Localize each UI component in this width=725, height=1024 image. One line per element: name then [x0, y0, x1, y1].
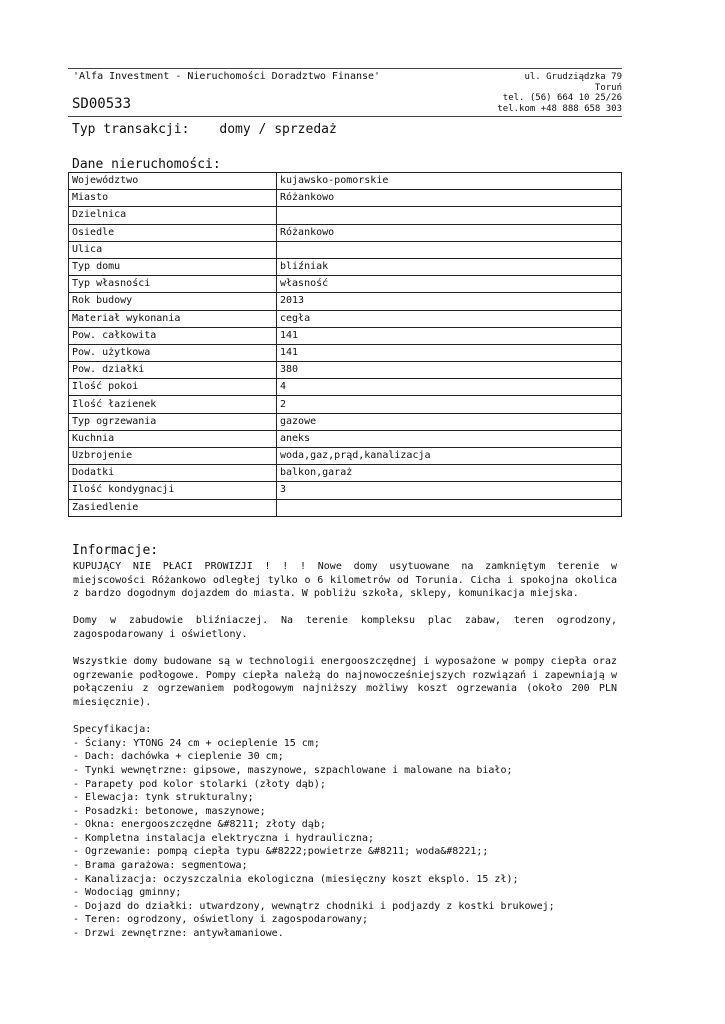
- spec-item: - Wodociąg gminny;: [73, 887, 182, 899]
- property-value: 3: [277, 482, 622, 499]
- spec-item: - Kompletna instalacja elektryczna i hydrauliczna;: [73, 832, 375, 844]
- property-row: [69, 310, 622, 327]
- property-title: Dane nieruchomości:: [72, 157, 221, 172]
- property-key: Uzbrojenie: [69, 448, 277, 465]
- property-key: Materiał wykonania: [69, 310, 277, 327]
- company-address: [497, 72, 622, 114]
- property-row: [69, 224, 622, 241]
- spec-item: - Teren: ogrodzony, oświetlony i zagospodarowany;: [73, 914, 369, 926]
- specification: [73, 723, 617, 941]
- property-row: [69, 173, 622, 190]
- spec-list: [73, 737, 617, 941]
- property-key: Ilość kondygnacji: [69, 482, 277, 499]
- property-row: [69, 465, 622, 482]
- property-row: [69, 430, 622, 447]
- property-row: [69, 499, 622, 516]
- property-key: Kuchnia: [69, 430, 277, 447]
- transaction-label: Typ transakcji:: [72, 122, 190, 137]
- property-value: 141: [277, 327, 622, 344]
- info-paragraph: KUPUJĄCY NIE PŁACI PROWIZJI ! ! ! Nowe domy usytuowane na zamkniętym terenie w miejscowości Różankowo odległej tylko o 6 kilometrów od Torunia. Cicha i spokojna okolica z bardzo dogodnym dojazdem do miasta. W pobliżu szkoła, sklepy, komunikacja miejska.: [73, 561, 617, 600]
- property-value: Różankowo: [277, 190, 622, 207]
- spec-item: - Posadzki: betonowe, maszynowe;: [73, 805, 266, 817]
- property-row: [69, 344, 622, 361]
- property-row: [69, 190, 622, 207]
- info-paragraph: Domy w zabudowie bliźniaczej. Na terenie kompleksu plac zabaw, teren ogrodzony, zagospodarowany i oświetlony.: [73, 615, 617, 640]
- spec-title: Specyfikacja:: [73, 724, 152, 736]
- spec-item: - Ściany: YTONG 24 cm + ocieplenie 15 cm;: [73, 737, 320, 749]
- spec-item: - Dach: dachówka + cieplenie 30 cm;: [73, 751, 284, 763]
- transaction-value: domy / sprzedaż: [219, 122, 337, 137]
- property-row: [69, 327, 622, 344]
- property-row: [69, 241, 622, 258]
- address-street: ul. Grudziądzka 79: [524, 72, 622, 82]
- property-value: 141: [277, 344, 622, 361]
- offer-code: SD00533: [72, 96, 132, 112]
- property-key: Osiedle: [69, 224, 277, 241]
- property-key: Rok budowy: [69, 293, 277, 310]
- property-key: Dodatki: [69, 465, 277, 482]
- property-value: 380: [277, 362, 622, 379]
- property-value: gazowe: [277, 413, 622, 430]
- spec-item: - Okna: energooszczędne &#8211; złoty dąb;: [73, 819, 326, 831]
- transaction-type: [72, 122, 337, 137]
- property-row: [69, 276, 622, 293]
- property-key: Województwo: [69, 173, 277, 190]
- property-value: [277, 499, 622, 516]
- property-value: 2: [277, 396, 622, 413]
- spec-item: - Brama garażowa: segmentowa;: [73, 860, 248, 872]
- property-value: woda,gaz,prąd,kanalizacja: [277, 448, 622, 465]
- property-table: [68, 172, 622, 517]
- spec-item: - Ogrzewanie: pompą ciepła typu &#8222;powietrze &#8211; woda&#8221;;: [73, 846, 489, 858]
- spec-item: - Kanalizacja: oczyszczalnia ekologiczna (miesięczny koszt eksplo. 15 zł);: [73, 873, 519, 885]
- property-key: Ilość łazienek: [69, 396, 277, 413]
- property-row: [69, 413, 622, 430]
- property-row: [69, 293, 622, 310]
- property-row: [69, 482, 622, 499]
- property-key: Pow. użytkowa: [69, 344, 277, 361]
- property-value: [277, 241, 622, 258]
- address-city: Toruń: [594, 82, 622, 93]
- property-key: Ilość pokoi: [69, 379, 277, 396]
- property-row: [69, 396, 622, 413]
- property-value: cegła: [277, 310, 622, 327]
- spec-item: - Drzwi zewnętrzne: antywłamaniowe.: [73, 928, 284, 940]
- property-value: 2013: [277, 293, 622, 310]
- info-paragraph: Wszystkie domy budowane są w technologii energooszczędnej i wyposażone w pompy ciepła oraz ogrzewanie podłogowe. Pompy ciepła należą do najnowocześniejszych rozwiązań i zapewniają w połączeniu z ogrzewaniem podłogowym najniższy możliwy koszt ogrzewania (około 200 PLN miesięcznie).: [73, 656, 617, 708]
- info-title: Informacje:: [72, 543, 159, 558]
- property-key: Dzielnica: [69, 207, 277, 224]
- spec-item: - Elewacja: tynk strukturalny;: [73, 792, 254, 804]
- property-value: [277, 207, 622, 224]
- address-mobile: tel.kom +48 888 658 303: [497, 103, 622, 114]
- spec-item: - Dojazd do działki: utwardzony, wewnątrz chodniki i podjazdy z kostki brukowej;: [73, 900, 555, 912]
- property-row: [69, 379, 622, 396]
- property-key: Ulica: [69, 241, 277, 258]
- property-key: Zasiedlenie: [69, 499, 277, 516]
- property-row: [69, 258, 622, 275]
- property-key: Miasto: [69, 190, 277, 207]
- property-value: 4: [277, 379, 622, 396]
- property-value: kujawsko-pomorskie: [277, 173, 622, 190]
- top-rule: [68, 68, 622, 69]
- property-row: [69, 362, 622, 379]
- property-key: Typ własności: [69, 276, 277, 293]
- property-value: aneks: [277, 430, 622, 447]
- property-key: Pow. działki: [69, 362, 277, 379]
- property-value: balkon,garaż: [277, 465, 622, 482]
- property-value: własność: [277, 276, 622, 293]
- property-row: [69, 448, 622, 465]
- company-name: 'Alfa Investment - Nieruchomości Doradztwo Finanse': [73, 71, 381, 82]
- info-body: [73, 560, 617, 941]
- property-key: Pow. całkowita: [69, 327, 277, 344]
- property-value: Różankowo: [277, 224, 622, 241]
- header-rule: [68, 116, 622, 117]
- property-row: [69, 207, 622, 224]
- property-key: Typ ogrzewania: [69, 413, 277, 430]
- spec-item: - Tynki wewnętrzne: gipsowe, maszynowe, szpachlowane i malowane na biało;: [73, 764, 513, 776]
- spec-item: - Parapety pod kolor stolarki (złoty dąb);: [73, 778, 326, 790]
- property-value: bliźniak: [277, 258, 622, 275]
- property-key: Typ domu: [69, 258, 277, 275]
- address-phone: tel. (56) 664 10 25/26: [502, 93, 622, 104]
